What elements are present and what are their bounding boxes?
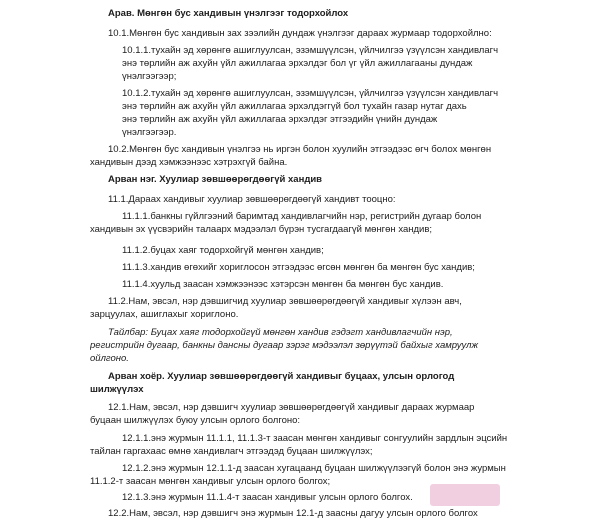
text-line: 12.1.3.энэ журмын 11.1.4-т заасан хандивыг улсын орлого болгох. — [122, 492, 413, 503]
section-heading: Арван нэг. Хуулиар зөвшөөрөгдөөгүй хандив — [108, 174, 323, 185]
text-line: хандивын дээд хэмжээнээс хэтрэхгүй байна. — [90, 157, 288, 168]
text-line: 12.1.Нам, эвсэл, нэр дэвшигч хуулиар зөвшөөрөгдөөгүй хандивыг дараах журмаар — [108, 402, 475, 413]
section-heading: шилжүүлэх — [90, 384, 144, 395]
text-line: үнэлгээгээр. — [122, 127, 177, 138]
note-line: регистрийн дугаар, банкны дансны дугаар зэрэг мэдээлэл зөрүүтэй байхыг хамруулж — [90, 340, 479, 351]
text-line: 11.2.Нам, эвсэл, нэр дэвшигчид хуулиар зөвшөөрөгдөөгүй хандивыг хүлээн авч, — [108, 296, 462, 307]
text-line: энэ төрлийн аж ахуйн үйл ажиллагаа эрхэлдэг бол үг үйл ажиллагааны дундаж — [122, 58, 473, 69]
text-line: 11.1.2.буцах хаяг тодорхойгүй мөнгөн хандив; — [122, 245, 324, 256]
note-line: ойлгоно. — [90, 353, 129, 364]
text-line: зарцуулах, ашиглахыг хориглоно. — [90, 309, 239, 320]
text-line: 12.1.2.энэ журмын 12.1.1-д заасан хугацаанд буцаан шилжүүлээгүй болон энэ журмын — [122, 463, 506, 474]
text-line: 10.1.2.тухайн эд хөрөнгө ашиглуулсан, эзэмшүүлсэн, үйлчилгээ үзүүлсэн хандивлагч — [122, 88, 499, 99]
note-line: Тайлбар: Буцах хаяг тодорхойгүй мөнгөн хандив гэдэгт хандивлагчийн нэр, — [108, 327, 453, 338]
text-line: 10.2.Мөнгөн бус хандивын үнэлгээ нь иргэн болон хуулийн этгээдээс өгч болох мөнгөн — [108, 144, 492, 155]
text-line: буцаан шилжүүлэх буюу улсын орлого болгоно: — [90, 415, 301, 426]
section-heading: Арван хоёр. Хуулиар зөвшөөрөгдөөгүй хандивыг буцаах, улсын орлогод — [108, 371, 455, 382]
text-line: 11.1.1.банкны гүйлгээний баримтад хандивлагчийн нэр, регистрийн дугаар болон — [122, 211, 482, 222]
text-line: 11.1.Дараах хандивыг хуулиар зөвшөөрөгдөөгүй хандивт тооцно: — [108, 194, 396, 205]
stamp-mark — [430, 484, 500, 506]
section-heading: Арав. Мөнгөн бус хандивын үнэлгээг тодорхойлох — [108, 8, 349, 19]
text-line: 11.1.3.хандив өгөхийг хориглосон этгээдээс өгсөн мөнгөн ба мөнгөн бус хандив; — [122, 262, 475, 273]
text-line: 11.1.2-т заасан мөнгөн хандивыг улсын орлого болгох; — [90, 476, 331, 487]
text-line: 10.1.1.тухайн эд хөрөнгө ашиглуулсан, эзэмшүүлсэн, үйлчилгээ үзүүлсэн хандивлагч — [122, 45, 499, 56]
text-line: хандивын эх үүсвэрийн талаарх мэдээлэл бүрэн тусгагдаагүй мөнгөн хандив; — [90, 224, 433, 235]
text-line: тайлан гаргахаас өмнө хандивлагч этгээдэд буцаан шилжүүлэх; — [90, 446, 373, 457]
text-line: 10.1.Мөнгөн бус хандивын зах зээлийн дундаж үнэлгээг дараах журмаар тодорхойлно: — [108, 28, 492, 39]
text-line: үнэлгээгээр; — [122, 71, 177, 82]
text-line: энэ төрлийн аж ахуйн үйл ажиллагаа эрхэлдэг этгээдийн үнийн дундаж — [122, 114, 438, 125]
text-line: 12.2.Нам, эвсэл, нэр дэвшигч энэ журмын 12.1-д заасны дагуу улсын орлого болгох — [108, 508, 478, 519]
text-line: 11.1.4.хуульд заасан хэмжээнээс хэтэрсэн мөнгөн ба мөнгөн бус хандив. — [122, 279, 444, 290]
text-line: энэ төрлийн аж ахуйн үйл ажиллагаа эрхэлдэггүй бол тухайн газар нутаг дахь — [122, 101, 467, 112]
text-line: 12.1.1.энэ журмын 11.1.1, 11.1.3-т заасан мөнгөн хандивыг сонгуулийн зардлын эцсийн — [122, 433, 508, 444]
